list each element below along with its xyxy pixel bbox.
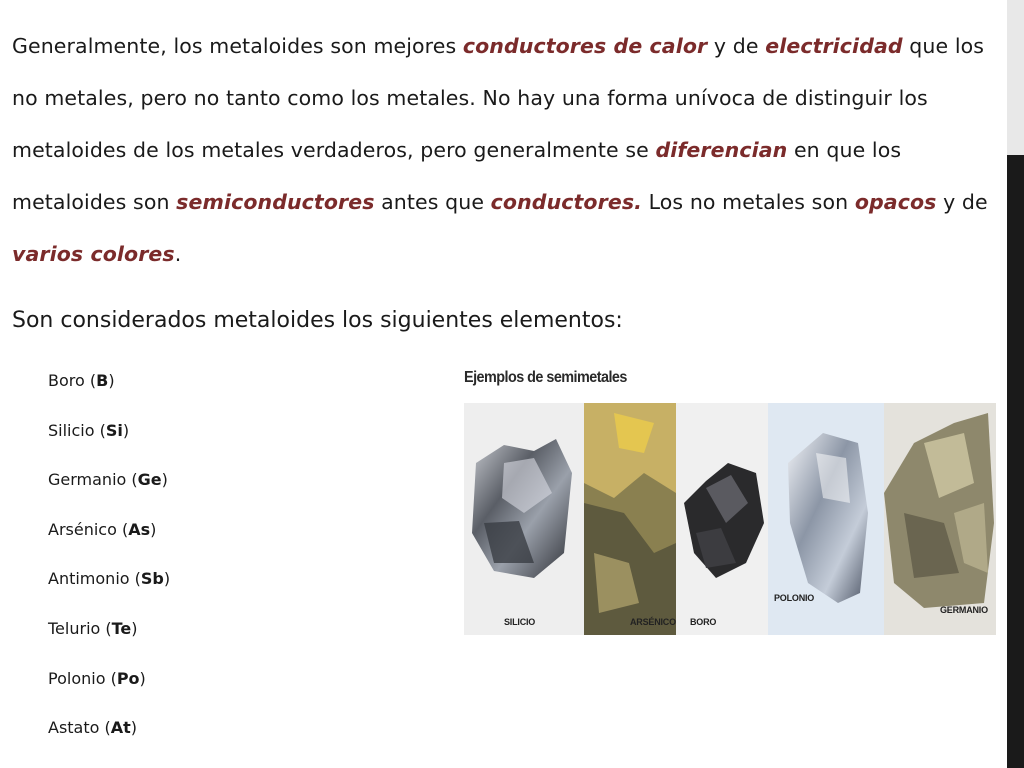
text-segment: y de [936, 190, 988, 214]
text-segment: . [174, 242, 182, 266]
silicio-rock-icon [464, 403, 584, 635]
semimetals-photo [462, 365, 996, 640]
highlight-varios-colores: varios colores [12, 242, 175, 266]
panel-boro [676, 403, 768, 635]
text-segment: antes que [374, 190, 491, 214]
list-item: Astato (At) [48, 718, 138, 738]
elements-intro: Son considerados metaloides los siguientes elementos: [12, 308, 623, 333]
list-item: Silicio (Si) [48, 420, 130, 440]
text-segment: y de [707, 34, 766, 58]
text-segment: Los no metales son [642, 190, 855, 214]
highlight-opacos: opacos [854, 190, 937, 214]
label-germanio: GERMANIO [940, 605, 988, 615]
panel-germanio [884, 403, 996, 635]
list-item: Polonio (Po) [48, 668, 146, 688]
panel-polonio [768, 403, 884, 635]
highlight-semiconductores: semiconductores [176, 190, 375, 214]
highlight-conductores-de-calor: conductores de calor [462, 34, 708, 58]
text-segment: que los no metales, pero no tanto como los metales. No hay una forma unívoca de distinguir los metaloides de los metales verdaderos, pero generalmente se [12, 34, 985, 162]
panel-silicio [464, 403, 584, 635]
boro-rock-icon [676, 403, 768, 635]
text-segment: Generalmente, los metaloides son mejores [12, 34, 463, 58]
photo-strip [464, 403, 996, 635]
panel-arsenico [584, 403, 676, 635]
highlight-conductores: conductores. [490, 190, 643, 214]
list-item: Antimonio (Sb) [48, 569, 171, 589]
label-silicio: SILICIO [504, 617, 536, 627]
elements-list [48, 366, 170, 763]
list-item: Boro (B) [48, 371, 115, 390]
highlight-diferencian: diferencian [655, 138, 788, 162]
edge-decoration-dark [1007, 155, 1024, 768]
photo-title: Ejemplos de semimetales [464, 369, 627, 386]
highlight-electricidad: electricidad [765, 34, 903, 58]
list-item: Arsénico (As) [48, 519, 157, 539]
edge-decoration-light [1007, 0, 1024, 155]
label-polonio: POLONIO [774, 593, 815, 603]
germanio-rock-icon [884, 403, 996, 635]
list-item: Telurio (Te) [48, 618, 138, 638]
arsenico-rock-icon [584, 403, 676, 635]
label-arsenico: ARSÉNICO [630, 617, 676, 627]
description-paragraph [12, 20, 1002, 280]
list-item: Germanio (Ge) [48, 470, 168, 490]
label-boro: BORO [690, 617, 717, 627]
text-segment: en que los metaloides son [12, 138, 902, 214]
